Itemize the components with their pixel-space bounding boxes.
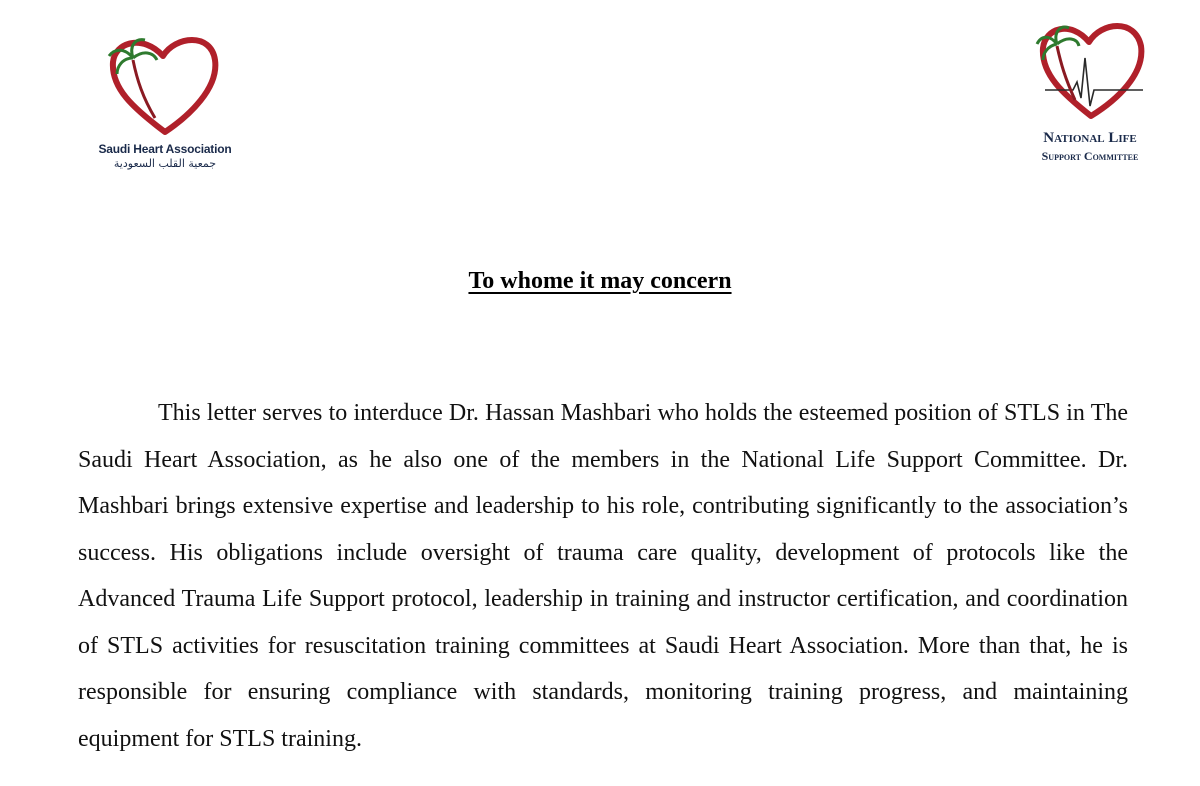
sha-english-name: Saudi Heart Association <box>98 142 232 156</box>
heart-ecg-palm-icon <box>1035 18 1150 123</box>
sha-arabic-name: جمعية القلب السعودية <box>113 157 217 170</box>
nlsc-name-line1: National Life <box>1043 130 1137 146</box>
letter-heading: To whome it may concern <box>468 268 732 294</box>
nlsc-name-line2: Support Committee <box>1041 149 1139 163</box>
letter-body: This letter serves to interduce Dr. Hassan Mashbari who holds the esteemed position of STLS in The Saudi Heart Association, as he also one of the members in the National Life Support Committee. Dr. Mashbari brings extensive expertise and leadership to his role, contributing significantly to the association’s success. His obligations include oversight of trauma care quality, development of protocols like the Advanced Trauma Life Support protocol, leadership in training and instructor certification, and coordination of STLS activities for resuscitation training committees at Saudi Heart Association. More than that, he is responsible for ensuring compliance with standards, monitoring training progress, and maintaining equipment for STLS training. <box>78 400 1128 752</box>
heart-palm-icon <box>103 30 228 140</box>
national-life-support-committee-logo <box>1020 18 1160 168</box>
saudi-heart-association-logo <box>95 30 235 180</box>
